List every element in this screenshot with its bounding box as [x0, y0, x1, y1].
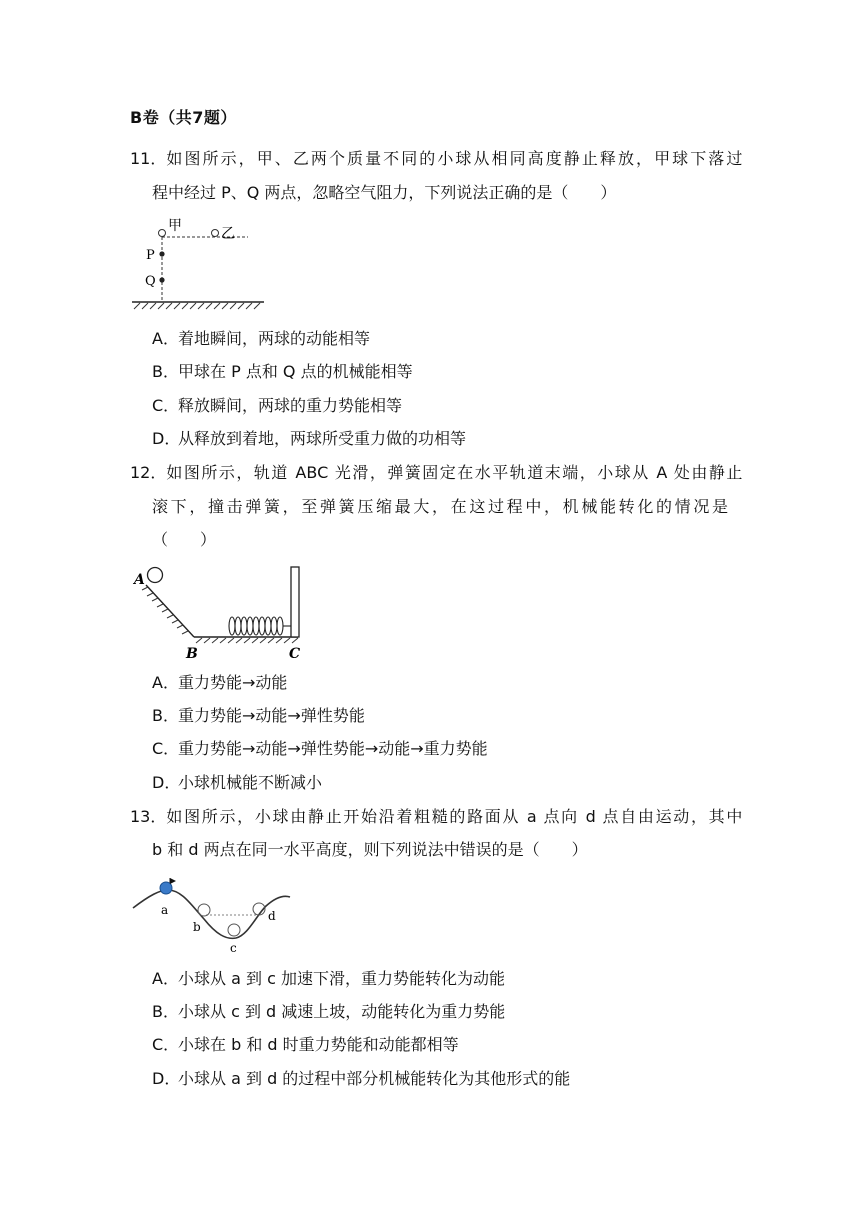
ball-position-c: [228, 924, 240, 936]
option-12-b: B．重力势能→动能→弹性势能: [152, 706, 365, 725]
label-jia: 甲: [168, 218, 182, 234]
label-c: c: [230, 941, 237, 955]
section-title: B卷（共7题）: [130, 108, 237, 127]
question-12-line-1: [130, 456, 742, 490]
label-p: P: [146, 248, 155, 263]
label-a: a: [161, 903, 169, 917]
ball-position-b: [198, 904, 210, 916]
label-q: Q: [145, 274, 156, 289]
question-11-figure: [128, 212, 268, 316]
label-b: b: [193, 920, 201, 934]
ball-a: [148, 568, 163, 583]
question-11-line-2: 程中经过 P、Q 两点，忽略空气阻力，下列说法正确的是（ ）: [152, 183, 617, 202]
question-number: 11．: [130, 149, 167, 168]
option-11-c: C．释放瞬间，两球的重力势能相等: [152, 396, 403, 415]
question-11-line-1: [130, 142, 742, 176]
ball-marker: [170, 878, 176, 884]
question-text: 如图所示，小球由静止开始沿着粗糙的路面从 a 点向 d 点自由运动，其中: [166, 807, 743, 826]
question-number: 12．: [130, 463, 167, 482]
ball-jia: [159, 230, 166, 237]
question-text: 如图所示，轨道 ABC 光滑，弹簧固定在水平轨道末端，小球从 A 处由静止: [166, 463, 743, 482]
question-12-line-2: 滚下，撞击弹簧，至弹簧压缩最大，在这过程中，机械能转化的情况是: [152, 497, 728, 516]
question-12-figure: [128, 560, 308, 666]
point-p: [159, 251, 164, 256]
ball-yi: [212, 230, 219, 237]
question-12-line-3: （ ）: [152, 530, 217, 549]
option-13-b: B．小球从 c 到 d 减速上坡，动能转化为重力势能: [152, 1002, 506, 1021]
option-13-c: C．小球在 b 和 d 时重力势能和动能都相等: [152, 1035, 459, 1054]
ramp-ab: [146, 585, 194, 637]
label-b: B: [186, 646, 198, 662]
question-number: 13．: [130, 807, 167, 826]
question-13-line-2: b 和 d 两点在同一水平高度，则下列说法中错误的是（ ）: [152, 840, 588, 859]
question-13-line-1: [130, 800, 742, 834]
option-13-a: A．小球从 a 到 c 加速下滑，重力势能转化为动能: [152, 969, 505, 988]
point-q: [159, 277, 164, 282]
option-11-b: B．甲球在 P 点和 Q 点的机械能相等: [152, 362, 413, 381]
label-yi: 乙: [221, 226, 235, 242]
spring: [229, 617, 291, 635]
label-c: C: [289, 646, 301, 662]
option-12-c: C．重力势能→动能→弹性势能→动能→重力势能: [152, 739, 488, 758]
option-11-a: A．着地瞬间，两球的动能相等: [152, 329, 371, 348]
option-11-d: D．从释放到着地，两球所受重力做的功相等: [152, 429, 467, 448]
option-12-d: D．小球机械能不断减小: [152, 773, 323, 792]
label-a: A: [134, 572, 145, 588]
question-text: 如图所示，甲、乙两个质量不同的小球从相同高度静止释放，甲球下落过: [166, 149, 743, 168]
question-13-figure: [130, 870, 295, 960]
wall: [291, 567, 299, 637]
label-d: d: [268, 909, 276, 923]
option-12-a: A．重力势能→动能: [152, 673, 288, 692]
rough-road: [133, 890, 290, 938]
option-13-d: D．小球从 a 到 d 的过程中部分机械能转化为其他形式的能: [152, 1069, 571, 1088]
